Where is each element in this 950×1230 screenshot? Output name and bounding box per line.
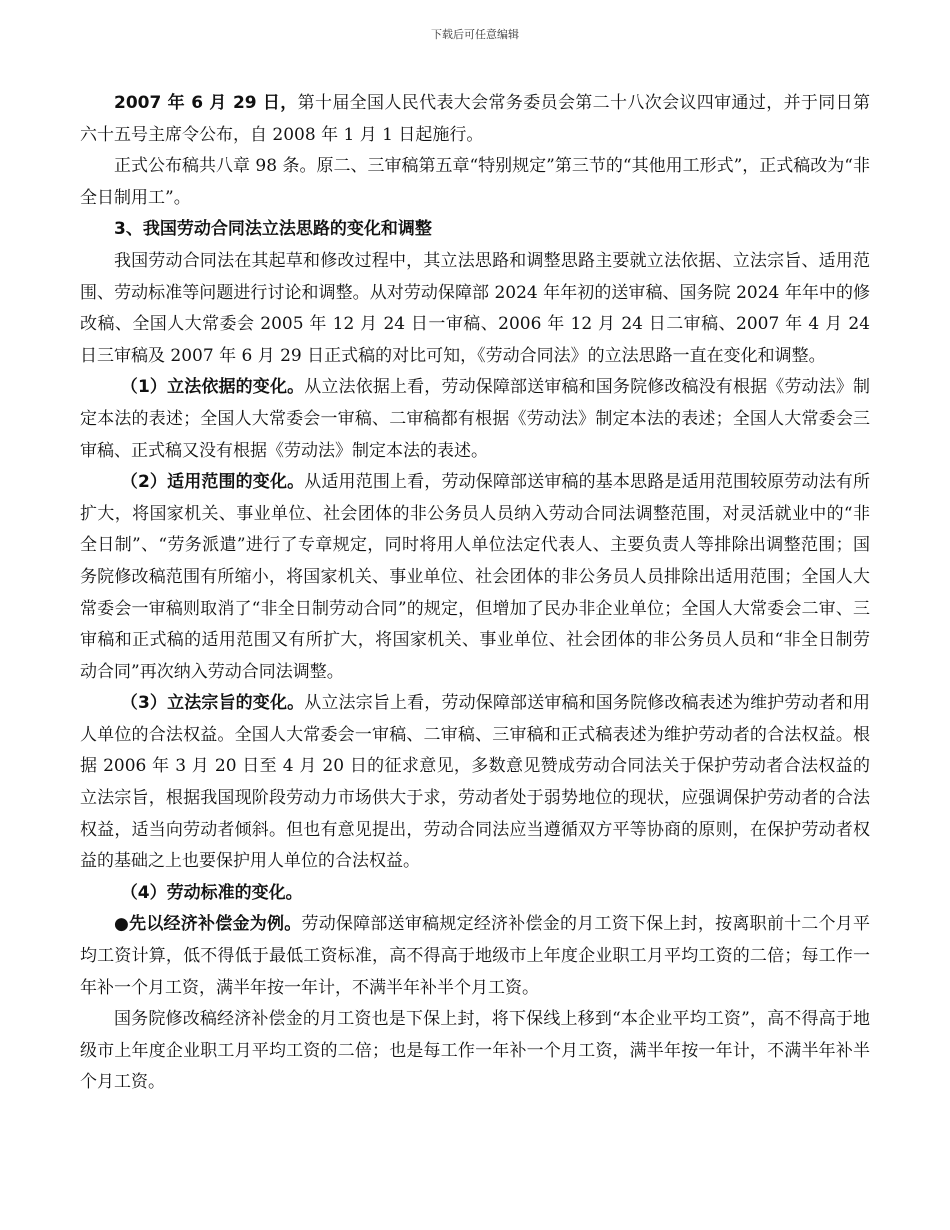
text-purpose: 从立法宗旨上看，劳动保障部送审稿和国务院修改稿表述为维护劳动者和用人单位的合法权益。全国人大常委会一审稿、二审稿、三审稿和正式稿表述为维护劳动者的合法权益。根据 2006 年 3 月 20 日至 4 月 20 日的征求意见，多数意见赞成劳动合同法关于保护劳动者合法权益的立法宗旨，根据我国现阶段劳动力市场供大于求，劳动者处于弱势地位的现状，应强调保护劳动者的合法权益，适当向劳动者倾斜。但也有意见提出，劳动合同法应当遵循双方平等协商的原则，在保护劳动者权益的基础之上也要保护用人单位的合法权益。 [80,693,870,872]
subheading-purpose: （3）立法宗旨的变化。 [120,693,305,714]
paragraph-official-version: 正式公布稿共八章 98 条。原二、三审稿第五章“特别规定”第三节的“其他用工形式”，正式稿改为“非全日制用工”。 [80,156,870,208]
paragraph-enactment [80,88,870,151]
paragraph-state-council-revision: 国务院修改稿经济补偿金的月工资也是下保上封，将下保线上移到“本企业平均工资”，高不得高于地级市上年度企业职工月平均工资的二倍；也是每工作一年补一个月工资，满半年按一年计，不满半年补半个月工资。 [80,1009,870,1093]
enactment-date: 2007 年 6 月 29 日， [114,93,298,113]
subheading-compensation: 先以经济补偿金为例。 [129,914,302,935]
text-scope: 从适用范围上看，劳动保障部送审稿的基本思路是适用范围较原劳动法有所扩大，将国家机关、事业单位、社会团体的非公务员人员纳入劳动合同法调整范围，对灵活就业中的“非全日制”、“劳务派遣”进行了专章规定，同时将用人单位法定代表人、主要负责人等排除出调整范围；国务院修改稿范围有所缩小，将国家机关、事业单位、社会团体的非公务员人员排除出适用范围；全国人大常委会一审稿则取消了“非全日制劳动合同”的规定，但增加了民办非企业单位；全国人大常委会二审、三审稿和正式稿的适用范围又有所扩大，将国家机关、事业单位、社会团体的非公务员人员和“非全日制劳动合同”再次纳入劳动合同法调整。 [80,472,870,682]
paragraph-labor-standards [80,878,870,910]
text-legislative-basis: 从立法依据上看，劳动保障部送审稿和国务院修改稿没有根据《劳动法》制定本法的表述；全国人大常委会一审稿、二审稿都有根据《劳动法》制定本法的表述；全国人大常委会三审稿、正式稿又没有根据《劳动法》制定本法的表述。 [80,377,870,461]
paragraph-purpose [80,688,870,878]
enactment-text: 第十届全国人民代表大会常务委员会第二十八次会议四审通过，并于同日第六十五号主席令公布，自 2008 年 1 月 1 日起施行。 [80,93,870,145]
paragraph-legislative-basis [80,372,870,467]
bullet-icon: ● [114,914,130,935]
page-header-note: 下载后可任意编辑 [431,28,519,41]
document-body [80,88,870,1099]
paragraph-scope [80,467,870,688]
paragraph-legislative-thinking: 我国劳动合同法在其起草和修改过程中，其立法思路和调整思路主要就立法依据、立法宗旨、适用范围、劳动标准等问题进行讨论和调整。从对劳动保障部 2024 年年初的送审稿、国务院 2024 年年中的修改稿、全国人大常委会 2005 年 12 月 24 日一审稿、2006 年 12 月 24 日二审稿、2007 年 4 月 24 日三审稿及 2007 年 6 月 29 日正式稿的对比可知，《劳动合同法》的立法思路一直在变化和调整。 [80,250,870,366]
subheading-labor-standards: （4）劳动标准的变化。 [120,882,303,903]
paragraph-compensation-example [80,909,870,1004]
subheading-scope: （2）适用范围的变化。 [120,472,305,493]
text-compensation: 劳动保障部送审稿规定经济补偿金的月工资下保上封，按离职前十二个月平均工资计算，低不得低于最低工资标准，高不得高于地级市上年度企业职工月平均工资的二倍；每工作一年补一个月工资，满半年按一年计，不满半年补半个月工资。 [80,914,871,998]
subheading-legislative-basis: （1）立法依据的变化。 [120,377,305,398]
section-heading: 3、我国劳动合同法立法思路的变化和调整 [114,219,432,240]
